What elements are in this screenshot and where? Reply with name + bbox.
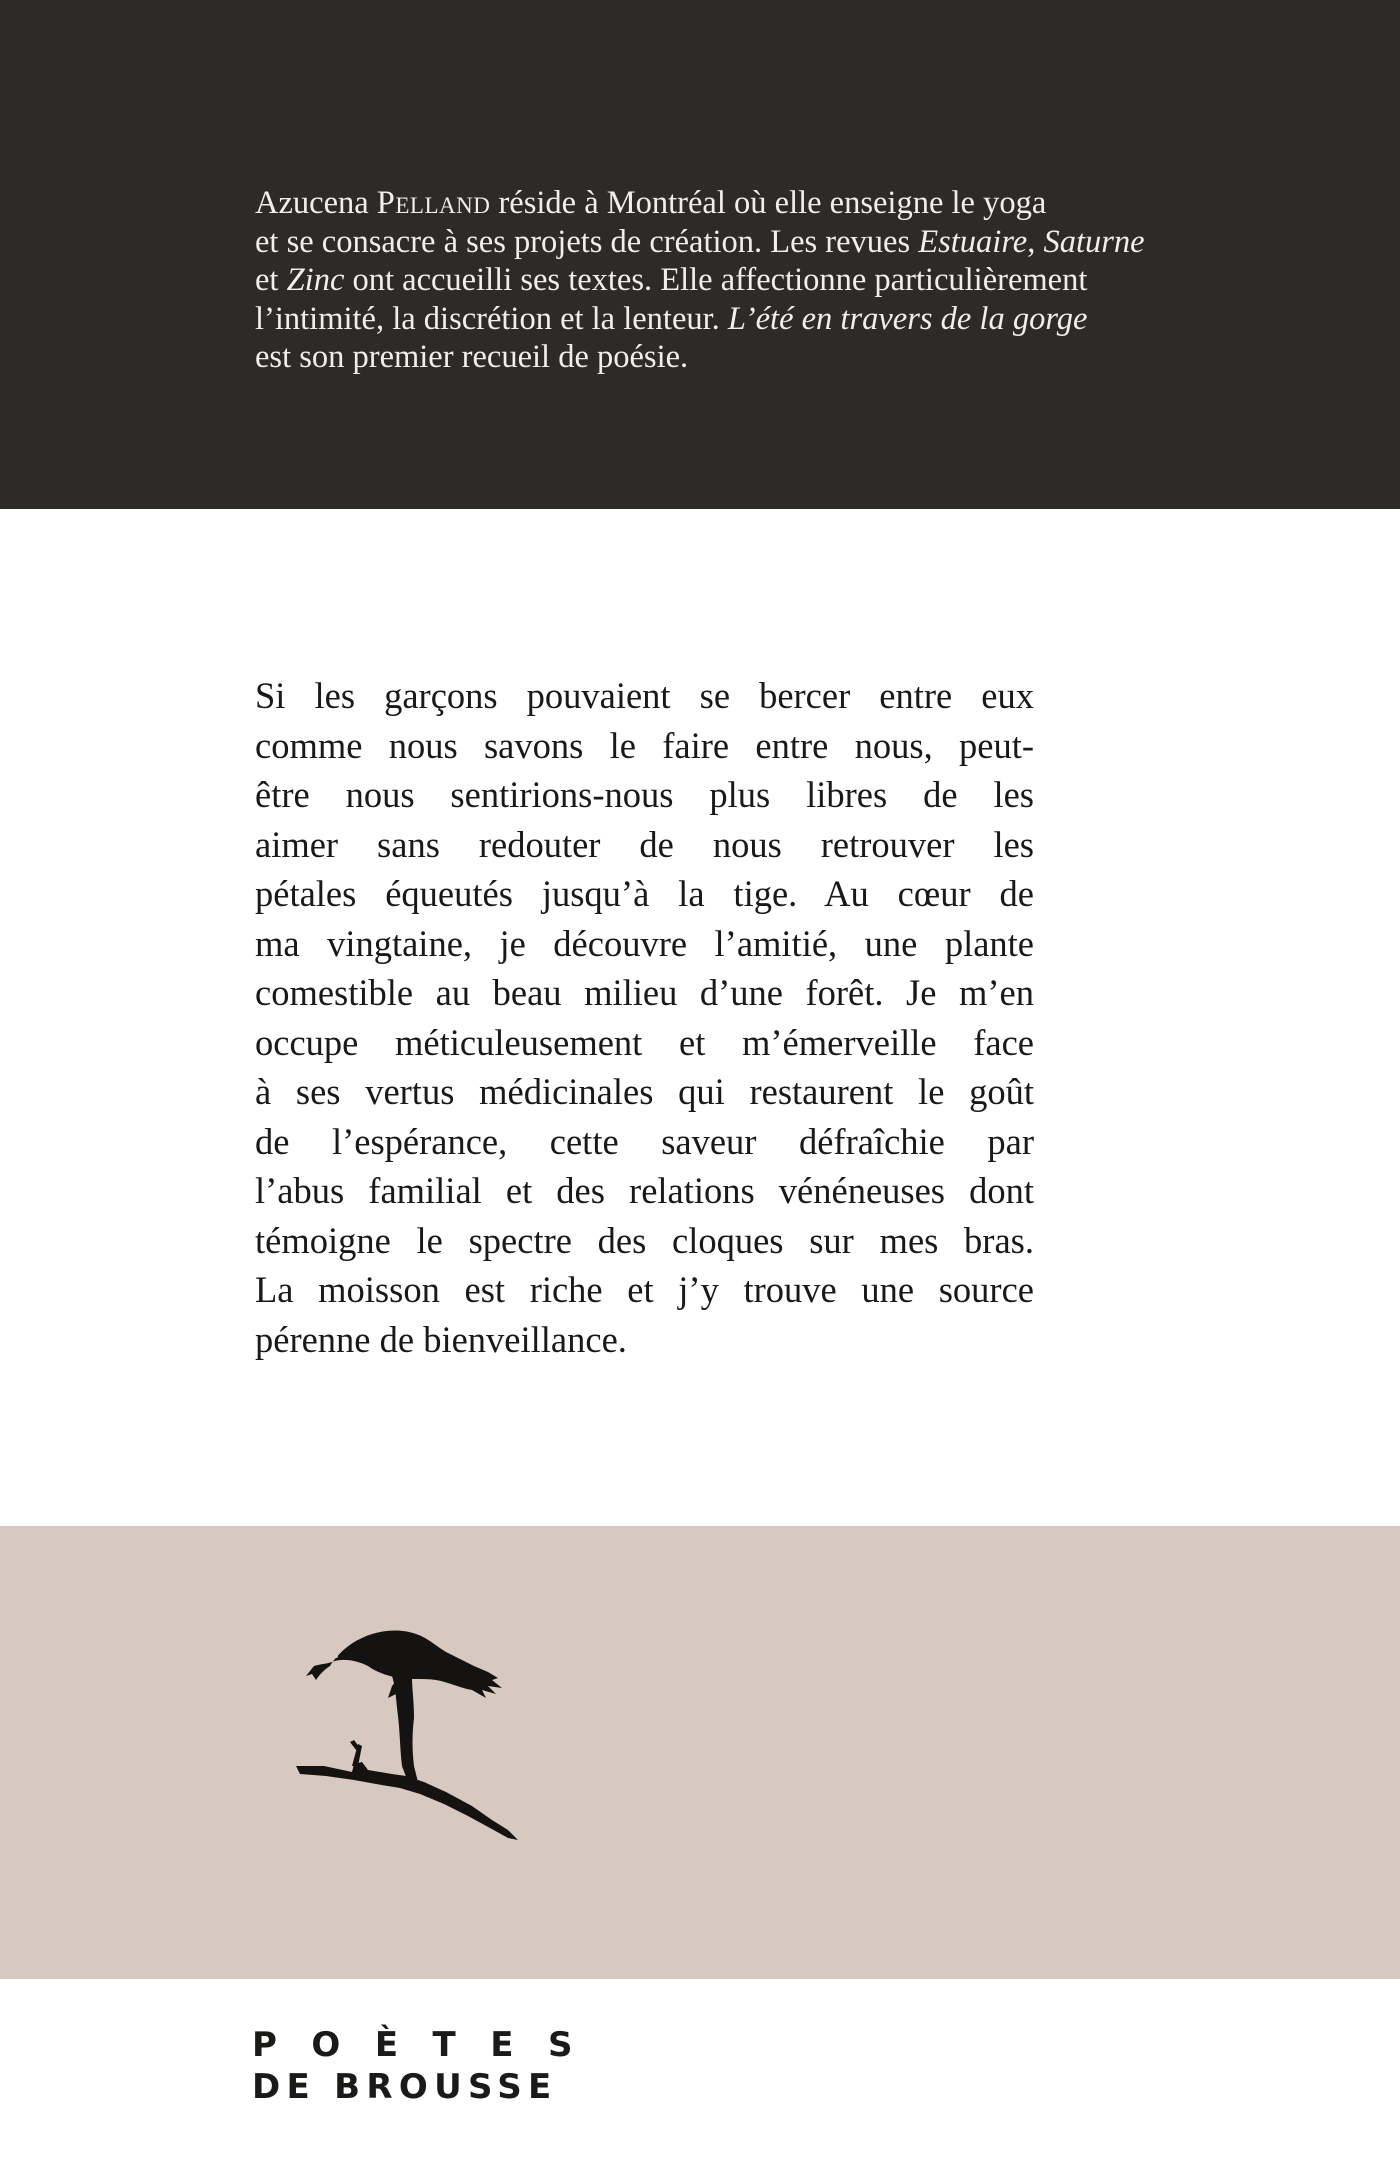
author-bio [255, 184, 1235, 377]
excerpt-line: aimer sans redouter de nous retrouver les [255, 823, 1034, 865]
excerpt-line: Si les garçons pouvaient se bercer entre eux [255, 675, 1034, 716]
author-surname: Pelland [376, 185, 491, 221]
book-excerpt [255, 671, 1034, 1364]
excerpt-line: pétales équeutés jusqu’à la tige. Au cœur de [255, 873, 1034, 914]
bio-text: réside à Montréal où elle enseigne le yoga [490, 185, 1047, 221]
excerpt-line: occupe méticuleusement et m’émerveille face [255, 1021, 1034, 1063]
excerpt-line: comme nous savons le faire entre nous, peut- [255, 724, 1034, 766]
bio-line [255, 184, 1235, 223]
bio-text: l’intimité, la discrétion et la lenteur. [255, 300, 728, 337]
bio-line [255, 223, 1235, 262]
journal-title: Zinc [286, 262, 345, 298]
publisher-logo [252, 2024, 607, 2108]
excerpt-line: témoigne le spectre des cloques sur mes bras. [255, 1219, 1034, 1261]
excerpt-line: de l’espérance, cette saveur défraîchie par [255, 1120, 1034, 1162]
author-bio-band [0, 0, 1400, 509]
excerpt-line: l’abus familial et des relations vénéneuses dont [255, 1170, 1034, 1211]
bio-text: ont accueilli ses textes. Elle affectionne particulièrement [344, 262, 1088, 298]
excerpt-line: pérenne de bienveillance. [255, 1318, 627, 1360]
journal-title: Saturne [1043, 223, 1145, 260]
bio-text: , [1027, 223, 1044, 260]
excerpt-line: comestible au beau milieu d’une forêt. Je m’en [255, 972, 1034, 1013]
bio-text: et se consacre à ses projets de création. Les revues [255, 223, 919, 260]
emblem-band [0, 1526, 1400, 1979]
bio-line: est son premier recueil de poésie. [255, 339, 689, 375]
bio-line [255, 300, 1235, 339]
publisher-name-line1: POÈTES [252, 2025, 607, 2065]
excerpt-line: être nous sentirions-nous plus libres de les [255, 774, 1034, 815]
bio-text: Azucena [255, 185, 377, 221]
bio-text: et [255, 262, 287, 298]
bird-on-branch-icon [296, 1616, 528, 1842]
excerpt-line: La moisson est riche et j’y trouve une source [255, 1269, 1034, 1310]
book-title: L’été en travers de la gorge [727, 300, 1088, 337]
bio-line [255, 261, 1235, 300]
excerpt-line: ma vingtaine, je découvre l’amitié, une plante [255, 922, 1034, 964]
excerpt-line: à ses vertus médicinales qui restaurent le goût [255, 1071, 1034, 1112]
publisher-name-line2: DE BROUSSE [252, 2067, 558, 2107]
journal-title: Estuaire [918, 223, 1028, 260]
